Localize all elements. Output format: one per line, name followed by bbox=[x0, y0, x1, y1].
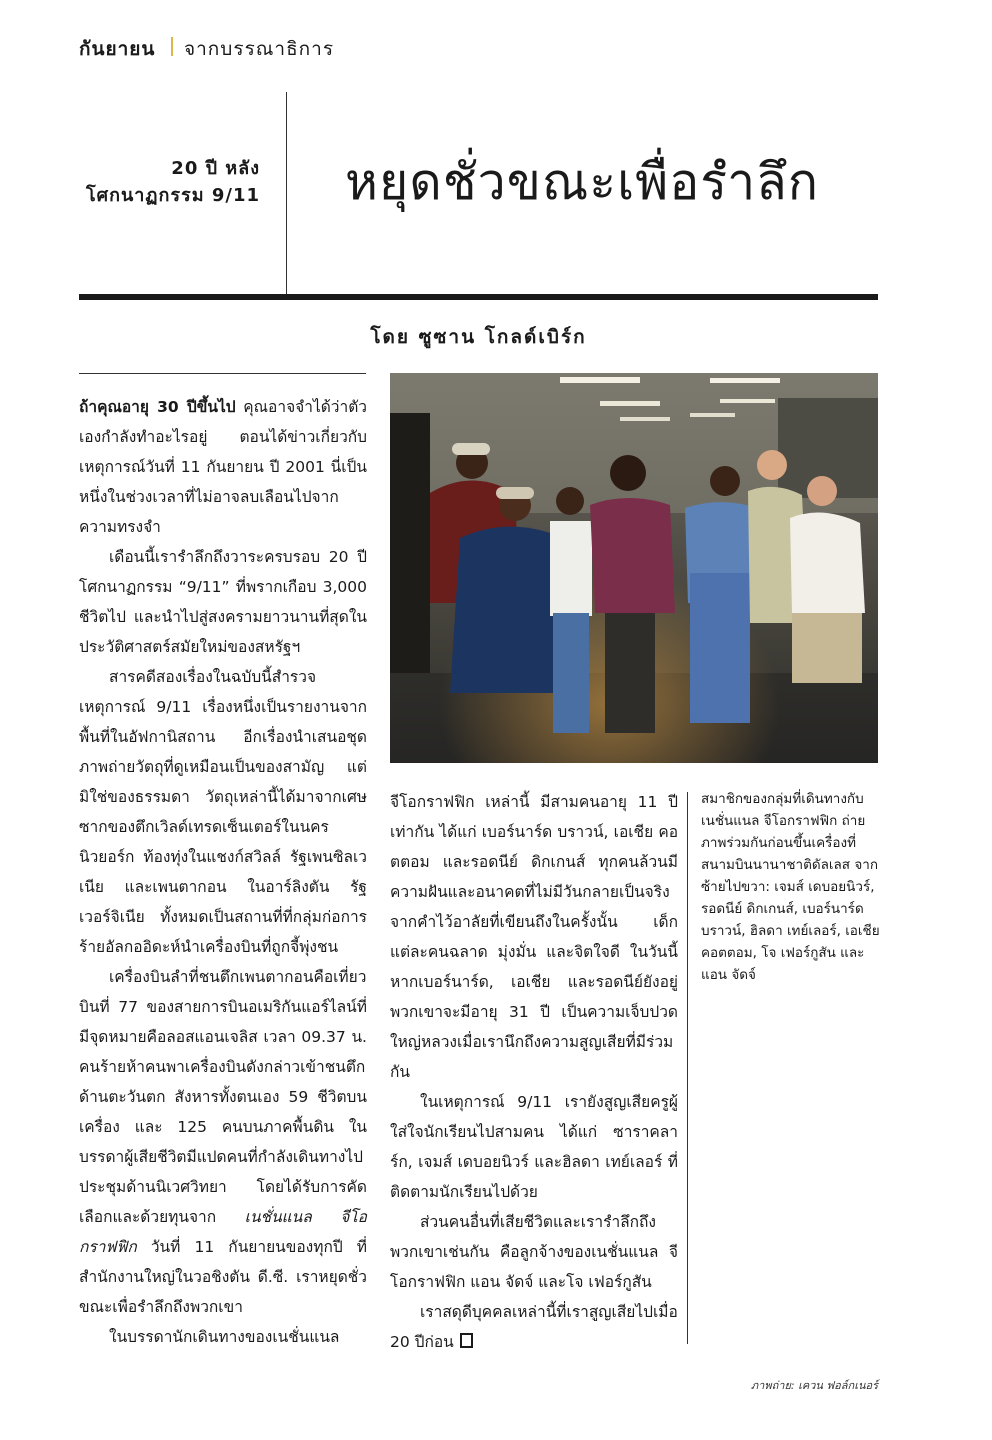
paragraph-5-start: ในบรรดานักเดินทางของเนชั่นแนล bbox=[109, 1328, 340, 1346]
lead-in: ถ้าคุณอายุ 30 ปีขึ้นไป bbox=[79, 398, 236, 416]
article-column-2 bbox=[390, 787, 678, 1357]
paragraph-6: ในเหตุการณ์ 9/11 เรายังสูญเสียครูผู้ใส่ใจนักเรียนไปสามคน ได้แก่ ซาราคลาร์ก, เจมส์ เดบอยนิวร์ และฮิลดา เทย์เลอร์ ที่ติดตามนักเรียนไปด้วย bbox=[390, 1093, 678, 1201]
caption-divider bbox=[687, 792, 688, 1344]
header-section: จากบรรณาธิการ bbox=[184, 38, 335, 60]
paragraph-4-text-b: วันที่ 11 กันยายนของทุกปี ที่สำนักงานใหญ่ในวอชิงตัน ดี.ซี. เราหยุดชั่วขณะเพื่อรำลึกถึงพวกเขา bbox=[79, 1238, 367, 1316]
photo-caption: สมาชิกของกลุ่มที่เดินทางกับเนชั่นแนล จีโอกราฟฟิก ถ่ายภาพร่วมกันก่อนขึ้นเครื่องที่สนามบินนานาชาติดัลเลส จากซ้ายไปขวา: เจมส์ เดบอยนิวร์, รอดนีย์ ดิกเกนส์, เบอร์นาร์ด บราวน์, ฮิลดา เทย์เลอร์, เอเชีย คอตตอม, โจ เฟอร์กูสัน และแอน จัดจ์ bbox=[701, 791, 880, 983]
kicker-line-1: 20 ปี หลัง bbox=[171, 158, 260, 179]
paragraph-8 bbox=[390, 1297, 678, 1357]
magazine-name: เนชั่นแนล จีโอกราฟฟิก bbox=[79, 1208, 367, 1256]
kicker-line-2: โศกนาฏกรรม 9/11 bbox=[85, 185, 260, 206]
paragraph-7: ส่วนคนอื่นที่เสียชีวิตและเรารำลึกถึงพวกเขาเช่นกัน คือลูกจ้างของเนชั่นแนล จีโอกราฟฟิก แอน จัดจ์ และโจ เฟอร์กูสัน bbox=[390, 1213, 678, 1291]
paragraph-5-continued: จีโอกราฟฟิก เหล่านี้ มีสามคนอายุ 11 ปีเท่ากัน ได้แก่ เบอร์นาร์ด บราวน์, เอเชีย คอตตอม และรอดนีย์ ดิกเกนส์ ทุกคนล้วนมีความฝันและอนาคตที่ไม่มีวันกลายเป็นจริง จากคำไว้อาลัยที่เขียนถึงในครั้งนั้น เด็กแต่ละคนฉลาด มุ่งมั่น และจิตใจดี ในวันนี้ หากเบอร์นาร์ด, เอเชีย และรอดนีย์ยังอยู่ พวกเขาจะมีอายุ 31 ปี เป็นความเจ็บปวดใหญ่หลวงเมื่อเรานึกถึงความสูญเสียที่มีร่วมกัน bbox=[390, 793, 678, 1081]
paragraph-2: เดือนนี้เรารำลึกถึงวาระครบรอบ 20 ปี โศกนาฏกรรม “9/11” ที่พรากเกือบ 3,000 ชีวิตไป และนำไปสู่สงครามยาวนานที่สุดในประวัติศาสตร์สมัยใหม่ของสหรัฐฯ bbox=[79, 548, 367, 656]
kicker bbox=[80, 155, 260, 209]
header-month: กันยายน bbox=[79, 38, 156, 60]
paragraph-1 bbox=[79, 392, 367, 542]
paragraph-3: สารคดีสองเรื่องในฉบับนี้สำรวจเหตุการณ์ 9/11 เรื่องหนึ่งเป็นรายงานจากพื้นที่ในอัฟกานิสถาน อีกเรื่องนำเสนอชุดภาพถ่ายวัตถุที่ดูเหมือนเป็นของสามัญ แต่มิใช่ของธรรมดา วัตถุเหล่านี้ได้มาจากเศษซากของตึกเวิลด์เทรดเซ็นเตอร์ในนครนิวยอร์ก ท้องทุ่งในแชงก์สวิลล์ รัฐเพนซิลเวเนีย และเพนตากอน ในอาร์ลิงตัน รัฐเวอร์จิเนีย ทั้งหมดเป็นสถานที่ที่กลุ่มก่อการร้ายอัลกออิดะห์นำเครื่องบินที่ถูกจี้พุ่งชน bbox=[79, 668, 367, 956]
photo-credit: ภาพถ่าย: เควน ฟอล์กเนอร์ bbox=[750, 1379, 878, 1392]
end-mark-icon bbox=[460, 1333, 473, 1348]
column-rule bbox=[79, 373, 366, 374]
paragraph-1-text: คุณอาจจำได้ว่าตัวเองกำลังทำอะไรอยู่ ตอนได้ข่าวเกี่ยวกับเหตุการณ์วันที่ 11 กันยายน ปี 2001 นี่เป็นหนึ่งในช่วงเวลาที่ไม่อาจลบเลือนไปจากความทรงจำ bbox=[79, 398, 367, 536]
paragraph-4-text-a: เครื่องบินลำที่ชนตึกเพนตากอนคือเที่ยวบินที่ 77 ของสายการบินอเมริกันแอร์ไลน์ที่มีจุดหมายคือลอสแอนเจลิส เวลา 09.37 น. คนร้ายห้าคนพาเครื่องบินดังกล่าวเข้าชนตึกด้านตะวันตก สังหารทั้งตนเอง 59 ชีวิตบนเครื่อง และ 125 คนบนภาคพื้นดิน ในบรรดาผู้เสียชีวิตมีแปดคนที่กำลังเดินทางไปประชุมด้านนิเวศวิทยา โดยได้รับการคัดเลือกและด้วยทุนจาก bbox=[79, 968, 367, 1226]
header-divider bbox=[171, 37, 173, 56]
title-divider bbox=[286, 92, 287, 294]
title-rule bbox=[79, 294, 878, 300]
article-column-1 bbox=[79, 392, 367, 1352]
group-photo-illustration bbox=[390, 373, 878, 763]
group-photo bbox=[390, 373, 878, 763]
paragraph-4 bbox=[79, 962, 367, 1322]
paragraph-8-text: เราสดุดีบุคคลเหล่านี้ที่เราสูญเสียไปเมื่อ 20 ปีก่อน bbox=[390, 1303, 678, 1351]
page-title: หยุดชั่วขณะเพื่อรำลึก bbox=[345, 153, 820, 211]
byline: โดย ซูซาน โกลด์เบิร์ก bbox=[370, 326, 587, 348]
